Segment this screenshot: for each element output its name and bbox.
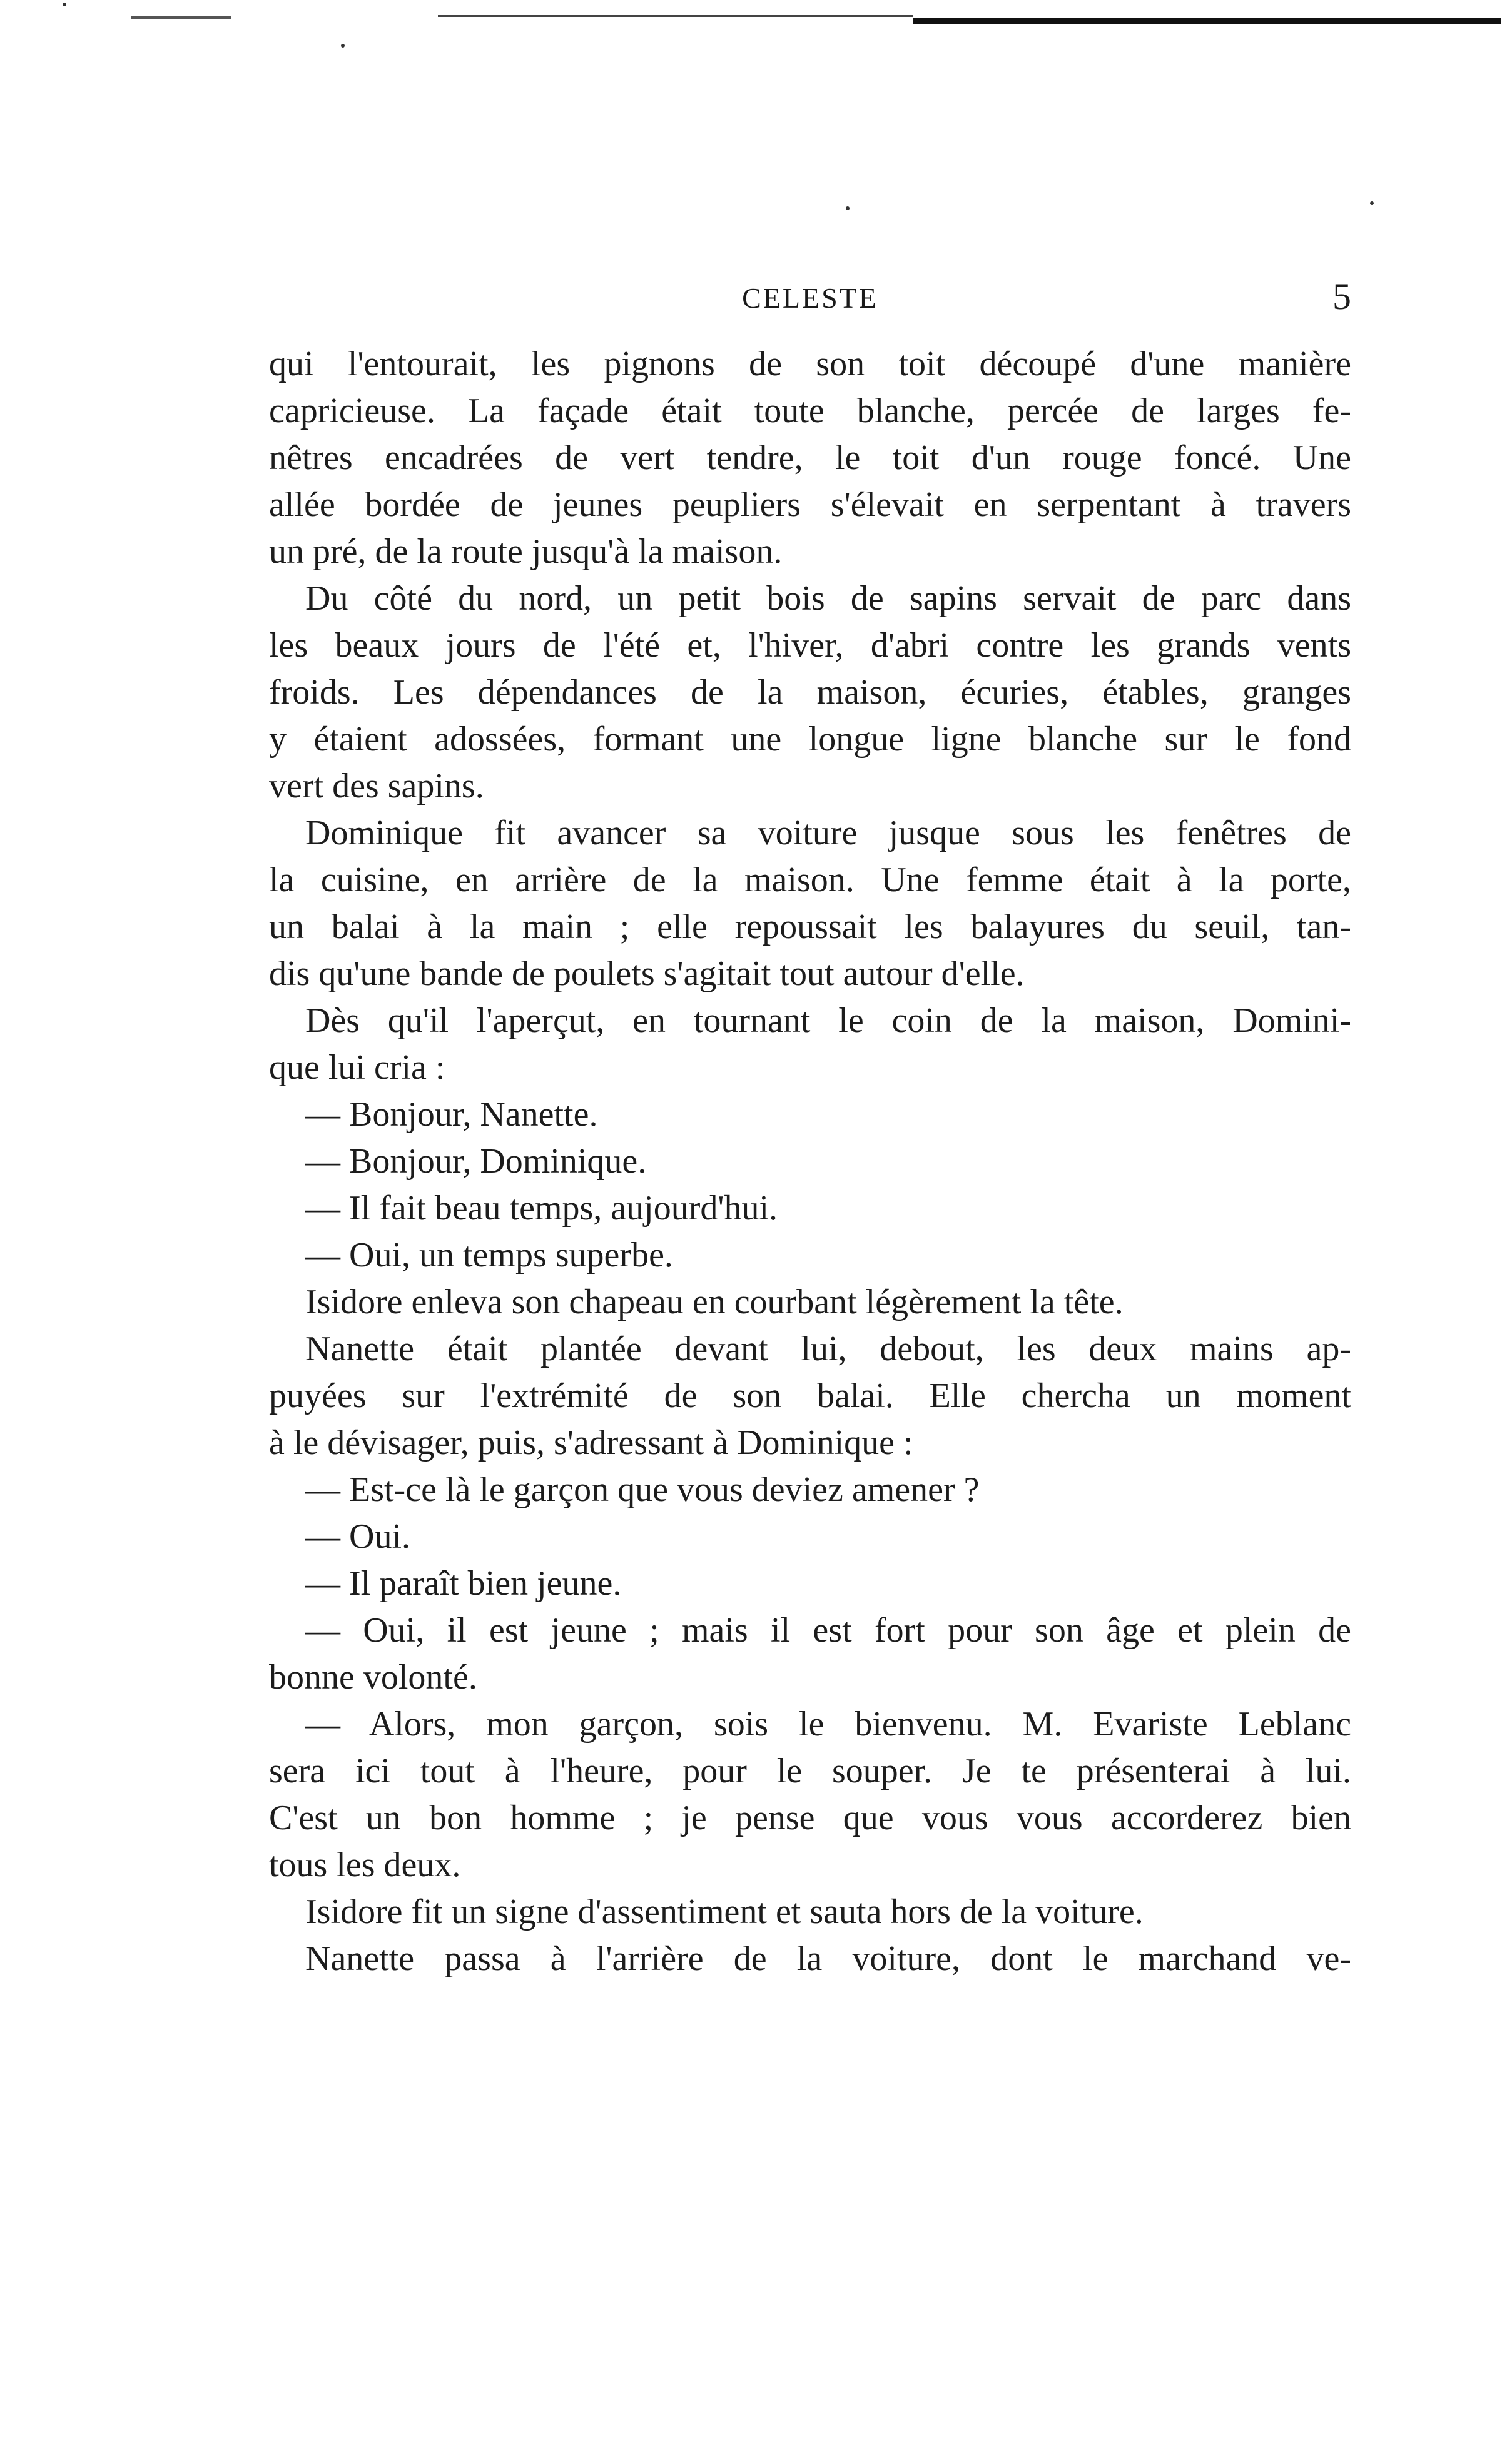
text-line: — Bonjour, Dominique. <box>305 1142 647 1181</box>
text-line: dis qu'une bande de poulets s'agitait tout autour d'elle. <box>269 954 1025 993</box>
scan-artifact-dot <box>341 44 345 48</box>
text-line: Isidore enleva son chapeau en courbant légèrement la tête. <box>305 1283 1124 1321</box>
text-line: à le dévisager, puis, s'adressant à Dominique : <box>269 1423 913 1462</box>
scan-artifact-dot <box>63 3 66 6</box>
text-line: Dominique fit avancer sa voiture jusque sous les fenêtres de <box>305 814 1351 852</box>
text-line: — Est-ce là le garçon que vous deviez amener ? <box>305 1470 980 1509</box>
text-line: — Oui, il est jeune ; mais il est fort pour son âge et plein de <box>305 1611 1351 1650</box>
text-line: allée bordée de jeunes peupliers s'élevait en serpentant à travers <box>269 485 1351 524</box>
text-line: que lui cria : <box>269 1048 445 1087</box>
text-line: — Alors, mon garçon, sois le bienvenu. M. Evariste Leblanc <box>305 1705 1351 1744</box>
text-line: y étaient adossées, formant une longue ligne blanche sur le fond <box>269 720 1351 759</box>
text-line: puyées sur l'extrémité de son balai. Elle chercha un moment <box>269 1376 1351 1415</box>
scan-artifact-dot <box>1370 201 1374 205</box>
text-line: qui l'entourait, les pignons de son toit découpé d'une manière <box>269 345 1351 383</box>
text-line: sera ici tout à l'heure, pour le souper. Je te présenterai à lui. <box>269 1752 1351 1790</box>
text-line: — Il paraît bien jeune. <box>305 1564 622 1603</box>
text-line: — Bonjour, Nanette. <box>305 1095 598 1134</box>
text-line: froids. Les dépendances de la maison, écuries, étables, granges <box>269 673 1351 712</box>
text-line: bonne volonté. <box>269 1658 477 1697</box>
running-title: CELESTE <box>742 282 878 314</box>
text-line: capricieuse. La façade était toute blanche, percée de larges fe- <box>269 391 1351 430</box>
text-line: — Il fait beau temps, aujourd'hui. <box>305 1189 778 1228</box>
scan-artifact-rule <box>438 15 913 17</box>
text-line: Du côté du nord, un petit bois de sapins servait de parc dans <box>305 579 1351 618</box>
text-line: — Oui. <box>305 1517 410 1556</box>
text-line: tous les deux. <box>269 1845 461 1884</box>
text-line: les beaux jours de l'été et, l'hiver, d'abri contre les grands vents <box>269 626 1351 665</box>
text-line: Dès qu'il l'aperçut, en tournant le coin de la maison, Domini- <box>305 1001 1351 1040</box>
running-header <box>269 275 1351 319</box>
text-line: un pré, de la route jusqu'à la maison. <box>269 532 783 571</box>
page-number: 5 <box>1332 276 1351 317</box>
text-line: Nanette passa à l'arrière de la voiture, dont le marchand ve- <box>305 1939 1351 1978</box>
text-line: Nanette était plantée devant lui, debout, les deux mains ap- <box>305 1330 1351 1368</box>
scan-artifact-rule <box>131 16 231 19</box>
text-line: la cuisine, en arrière de la maison. Une femme était à la porte, <box>269 861 1351 899</box>
text-line: C'est un bon homme ; je pense que vous vous accorderez bien <box>269 1799 1351 1837</box>
scan-artifact-dot <box>846 206 850 210</box>
scan-artifact-rule <box>913 18 1501 24</box>
text-line: — Oui, un temps superbe. <box>305 1236 673 1275</box>
text-line: vert des sapins. <box>269 767 484 805</box>
text-line: nêtres encadrées de vert tendre, le toit d'un rouge foncé. Une <box>269 438 1351 477</box>
text-line: un balai à la main ; elle repoussait les balayures du seuil, tan- <box>269 907 1351 946</box>
body-text <box>269 341 1351 1982</box>
text-line: Isidore fit un signe d'assentiment et sauta hors de la voiture. <box>305 1892 1144 1931</box>
